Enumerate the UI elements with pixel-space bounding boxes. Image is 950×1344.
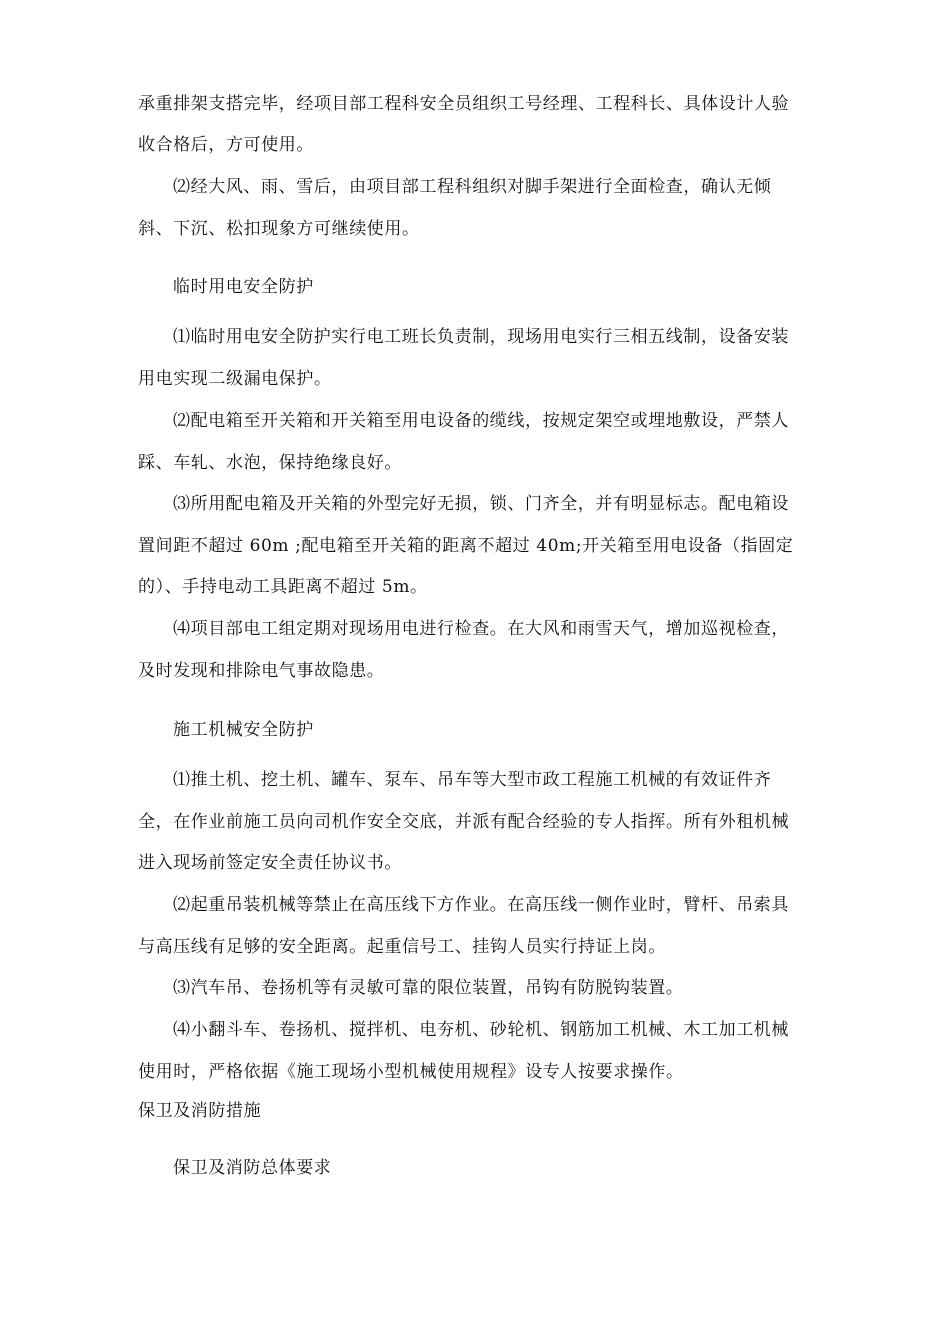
list-item-line: ⑷项目部电工组定期对现场用电进行检查。在大风和雨雪天气，增加巡视检查， bbox=[173, 619, 789, 639]
list-item-line: 及时发现和排除电气事故隐患。 bbox=[138, 661, 385, 681]
list-item-line: ⑷小翻斗车、卷扬机、搅拌机、电夯机、砂轮机、钢筋加工机械、木工加工机械 bbox=[173, 1020, 789, 1040]
list-item-line: 使用时，严格依据《施工现场小型机械使用规程》设专人按要求操作。 bbox=[138, 1062, 684, 1082]
list-item-line: 进入现场前签定安全责任协议书。 bbox=[138, 853, 402, 873]
list-item-line: ⑴临时用电安全防护实行电工班长负责制，现场用电实行三相五线制，设备安装 bbox=[173, 327, 789, 347]
paragraph-line: 承重排架支搭完毕，经项目部工程科安全员组织工号经理、工程科长、具体设计人验 bbox=[138, 94, 790, 114]
list-item-line: ⑶所用配电箱及开关箱的外型完好无损，锁、门齐全，并有明显标志。配电箱设 bbox=[173, 494, 789, 514]
paragraph-line: ⑵经大风、雨、雪后，由项目部工程科组织对脚手架进行全面检查，确认无倾 bbox=[173, 177, 772, 197]
list-item-line: 置间距不超过 60m ;配电箱至开关箱的距离不超过 40m;开关箱至用电设备（指固定 bbox=[138, 536, 794, 556]
section-heading: 施工机械安全防护 bbox=[173, 720, 314, 740]
list-item-line: ⑶汽车吊、卷扬机等有灵敏可靠的限位装置，吊钩有防脱钩装置。 bbox=[173, 978, 684, 998]
section-heading: 保卫及消防措施 bbox=[138, 1101, 262, 1121]
list-item-line: 踩、车轧、水泡，保持绝缘良好。 bbox=[138, 453, 402, 473]
list-item-line: ⑵配电箱至开关箱和开关箱至用电设备的缆线，按规定架空或埋地敷设，严禁人 bbox=[173, 411, 789, 431]
list-item-line: 的）、手持电动工具距离不超过 5m。 bbox=[138, 577, 428, 597]
list-item-line: ⑴推土机、挖土机、罐车、泵车、吊车等大型市政工程施工机械的有效证件齐 bbox=[173, 770, 772, 790]
paragraph-line: 收合格后，方可使用。 bbox=[138, 135, 314, 155]
list-item-line: ⑵起重吊装机械等禁止在高压线下方作业。在高压线一侧作业时，臂杆、吊索具 bbox=[173, 895, 789, 915]
list-item-line: 全，在作业前施工员向司机作安全交底，并派有配合经验的专人指挥。所有外租机械 bbox=[138, 812, 790, 832]
paragraph-line: 斜、下沉、松扣现象方可继续使用。 bbox=[138, 219, 420, 239]
subsection-heading: 保卫及消防总体要求 bbox=[173, 1158, 332, 1178]
list-item-line: 用电实现二级漏电保护。 bbox=[138, 369, 332, 389]
section-heading: 临时用电安全防护 bbox=[173, 277, 314, 297]
list-item-line: 与高压线有足够的安全距离。起重信号工、挂钩人员实行持证上岗。 bbox=[138, 937, 666, 957]
